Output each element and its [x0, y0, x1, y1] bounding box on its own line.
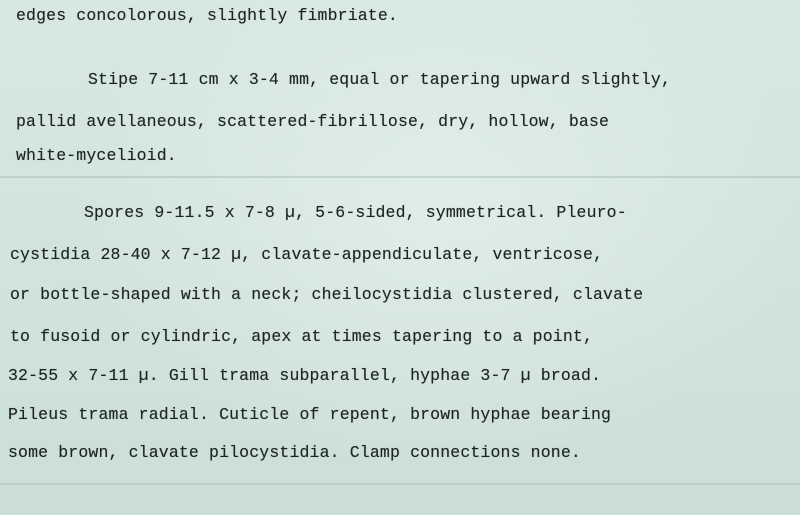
text-line: edges concolorous, slightly fimbriate. [16, 6, 398, 25]
paper-fold-line [0, 483, 800, 485]
text-line: some brown, clavate pilocystidia. Clamp connections none. [8, 443, 581, 462]
text-line: white-mycelioid. [16, 146, 177, 165]
text-line: pallid avellaneous, scattered-fibrillose, dry, hollow, base [16, 112, 610, 131]
text-line: 32-55 x 7-11 µ. Gill trama subparallel, hyphae 3-7 µ broad. [8, 366, 602, 385]
text-line: cystidia 28-40 x 7-12 µ, clavate-appendiculate, ventricose, [10, 245, 604, 264]
paper-fold-line [0, 176, 800, 178]
text-line: Spores 9-11.5 x 7-8 µ, 5-6-sided, symmetrical. Pleuro- [84, 203, 627, 222]
text-line: Stipe 7-11 cm x 3-4 mm, equal or tapering upward slightly, [88, 70, 671, 89]
text-line: to fusoid or cylindric, apex at times tapering to a point, [10, 327, 593, 346]
text-line: Pileus trama radial. Cuticle of repent, brown hyphae bearing [8, 405, 612, 424]
text-line: or bottle-shaped with a neck; cheilocystidia clustered, clavate [10, 285, 644, 304]
